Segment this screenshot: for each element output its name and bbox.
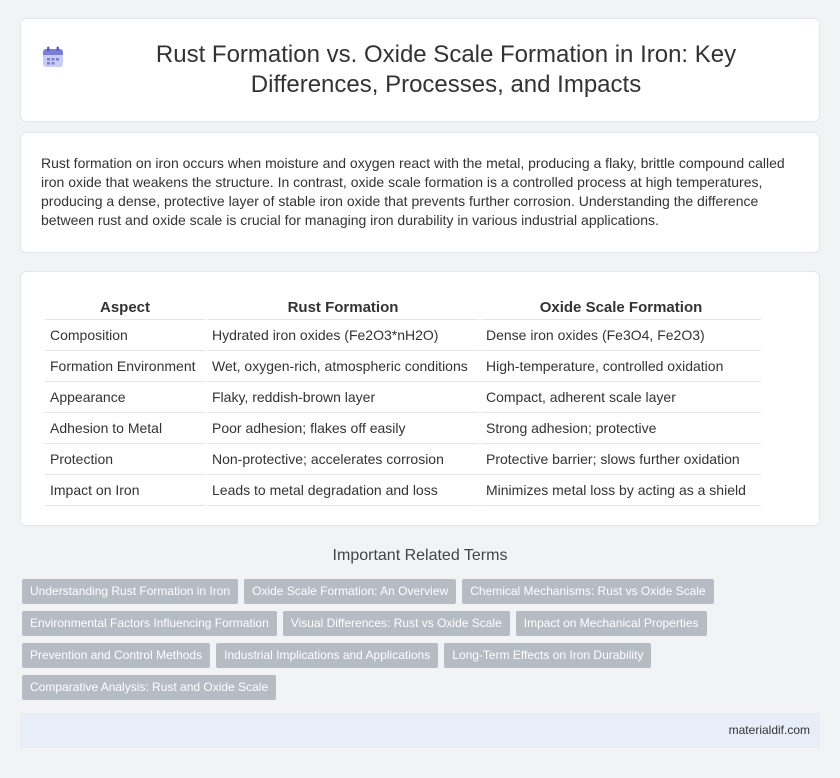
header-rust-formation: Rust Formation — [207, 296, 479, 320]
related-term-tag[interactable]: Oxide Scale Formation: An Overview — [244, 579, 456, 604]
related-term-tag[interactable]: Chemical Mechanisms: Rust vs Oxide Scale — [462, 579, 713, 604]
related-terms-title: Important Related Terms — [332, 547, 508, 564]
table-cell-oxide: Dense iron oxides (Fe3O4, Fe2O3) — [481, 320, 761, 351]
comparison-table-card — [20, 271, 820, 526]
table-row — [45, 444, 761, 475]
table-row — [45, 382, 761, 413]
related-term-tag[interactable]: Visual Differences: Rust vs Oxide Scale — [283, 611, 510, 636]
table-row — [45, 320, 761, 351]
table-cell-rust: Hydrated iron oxides (Fe2O3*nH2O) — [207, 320, 479, 351]
table-cell-oxide: Protective barrier; slows further oxidation — [481, 444, 761, 475]
table-cell-rust: Leads to metal degradation and loss — [207, 475, 479, 506]
table-cell-aspect: Protection — [45, 444, 205, 475]
table-row — [45, 475, 761, 506]
table-cell-aspect: Appearance — [45, 382, 205, 413]
table-cell-oxide: Minimizes metal loss by acting as a shield — [481, 475, 761, 506]
intro-paragraph: Rust formation on iron occurs when moisture and oxygen react with the metal, producing a flaky, brittle compound called iron oxide that weakens the structure. In contrast, oxide scale formation is a controlled process at high temperatures, producing a dense, protective layer of stable iron oxide that prevents further corrosion. Understanding the difference between rust and oxide scale is crucial for managing iron durability in various industrial applications. — [41, 155, 785, 228]
related-terms-list — [22, 579, 822, 707]
table-cell-rust: Wet, oxygen-rich, atmospheric conditions — [207, 351, 479, 382]
related-term-tag[interactable]: Industrial Implications and Applications — [216, 643, 438, 668]
table-cell-aspect: Adhesion to Metal — [45, 413, 205, 444]
table-cell-rust: Flaky, reddish-brown layer — [207, 382, 479, 413]
header-aspect: Aspect — [45, 296, 205, 320]
table-header-row — [45, 296, 761, 320]
table-cell-rust: Poor adhesion; flakes off easily — [207, 413, 479, 444]
page-title: Rust Formation vs. Oxide Scale Formation in Iron: Key Differences, Processes, and Impacts — [155, 41, 737, 98]
table-cell-oxide: Compact, adherent scale layer — [481, 382, 761, 413]
table-cell-rust: Non-protective; accelerates corrosion — [207, 444, 479, 475]
table-cell-aspect: Composition — [45, 320, 205, 351]
related-term-tag[interactable]: Prevention and Control Methods — [22, 643, 210, 668]
footer — [20, 713, 820, 748]
header-card — [20, 18, 820, 122]
related-term-tag[interactable]: Understanding Rust Formation in Iron — [22, 579, 238, 604]
related-term-tag[interactable]: Comparative Analysis: Rust and Oxide Scale — [22, 675, 276, 700]
table-row — [45, 351, 761, 382]
table-cell-aspect: Formation Environment — [45, 351, 205, 382]
calendar-icon — [41, 45, 65, 69]
site-link[interactable]: materialdif.com — [728, 723, 810, 737]
related-term-tag[interactable]: Impact on Mechanical Properties — [516, 611, 707, 636]
intro-card — [20, 132, 820, 253]
header-oxide-scale-formation: Oxide Scale Formation — [481, 296, 761, 320]
related-term-tag[interactable]: Environmental Factors Influencing Formation — [22, 611, 277, 636]
table-cell-oxide: High-temperature, controlled oxidation — [481, 351, 761, 382]
table-row — [45, 413, 761, 444]
comparison-table — [43, 296, 763, 506]
table-cell-aspect: Impact on Iron — [45, 475, 205, 506]
related-term-tag[interactable]: Long-Term Effects on Iron Durability — [444, 643, 651, 668]
table-cell-oxide: Strong adhesion; protective — [481, 413, 761, 444]
